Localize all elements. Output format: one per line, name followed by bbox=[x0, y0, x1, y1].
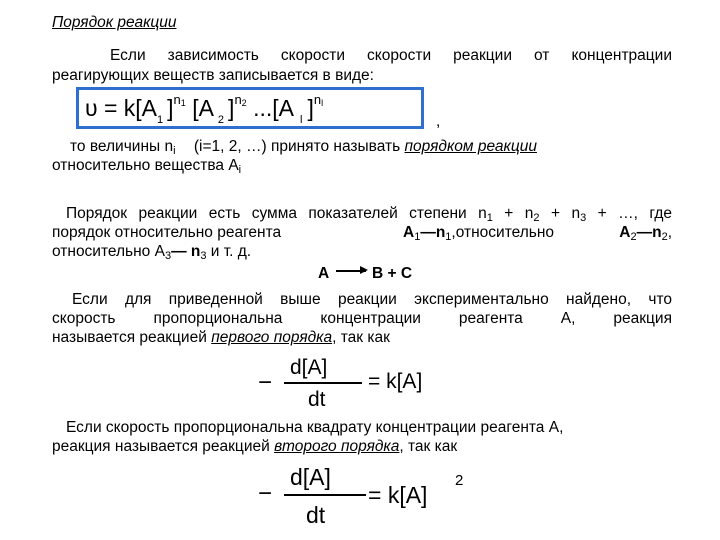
rate-bracket-2: ] bbox=[228, 95, 235, 121]
rate-exp-n2: n bbox=[234, 92, 242, 107]
rate-exp-n1-sub: 1 bbox=[180, 98, 186, 108]
sum-n3: — n bbox=[171, 243, 201, 260]
order-def-text-3: относительно вещества A bbox=[52, 157, 239, 174]
sum-a1-sub: 1 bbox=[414, 231, 421, 243]
rate-eq-part: = k[A bbox=[103, 95, 158, 121]
sum-def-comma: , bbox=[667, 224, 672, 241]
rate-a2: [A bbox=[192, 95, 214, 121]
reaction-reactant: A bbox=[318, 265, 330, 282]
second-order-line-1: Если скорость пропорциональна квадрату концентрации реагента A, bbox=[66, 419, 564, 436]
second-order-text: реакция называется реакцией bbox=[52, 438, 270, 455]
sum-a1: A bbox=[403, 224, 415, 241]
sum-a3-sub: 3 bbox=[164, 250, 172, 262]
sum-n3-sub: 3 bbox=[200, 250, 207, 262]
rate-equation-box bbox=[76, 87, 424, 129]
sum-def-text-3: порядок относительно реагента bbox=[52, 224, 282, 241]
first-order-line-2: скорость пропорциональна концентрации реагента A, реакция bbox=[52, 310, 672, 327]
sum-plus-2: + n bbox=[539, 205, 581, 222]
sum-n1: —n bbox=[420, 224, 446, 241]
sum-def-text-4: ,относительно bbox=[451, 224, 555, 241]
rate-exp-n2-sub: 2 bbox=[241, 98, 247, 108]
rate-equation bbox=[79, 90, 421, 126]
rate-comma: , bbox=[436, 113, 441, 130]
rate-index-2: 2 bbox=[217, 114, 225, 126]
sum-def-line-1 bbox=[66, 204, 672, 223]
rate-index-l: l bbox=[299, 114, 303, 126]
reaction-products: B + C bbox=[372, 265, 413, 282]
eq1-denominator: dt bbox=[308, 388, 326, 411]
reaction-arrow-icon bbox=[336, 270, 366, 272]
rate-index-1: 1 bbox=[157, 114, 164, 126]
eq2-minus: − bbox=[258, 480, 273, 507]
rate-symbol: υ bbox=[85, 95, 98, 121]
term-second-order: второго порядка bbox=[274, 438, 400, 455]
rate-exp-nl: n bbox=[313, 92, 322, 107]
order-def-line-1 bbox=[70, 137, 668, 156]
second-order-equation bbox=[258, 462, 478, 532]
eq1-rhs: = k[A] bbox=[368, 370, 423, 393]
second-order-line-2 bbox=[52, 437, 457, 456]
sum-sub-3: 3 bbox=[580, 212, 587, 224]
sum-sub-1: 1 bbox=[486, 212, 493, 224]
first-order-text: называется реакцией bbox=[52, 329, 207, 346]
first-order-line-1: Если для приведенной выше реакции экспериментально найдено, что bbox=[72, 291, 672, 308]
sum-def-text-1: Порядок реакции есть сумма показателей степени n bbox=[66, 205, 487, 222]
order-def-line-2 bbox=[52, 156, 241, 175]
sum-def-text-2: + …, где bbox=[586, 205, 672, 222]
term-first-order: первого порядка bbox=[211, 329, 333, 346]
rate-exp-nl-sub: l bbox=[321, 98, 324, 108]
eq2-denominator: dt bbox=[306, 502, 326, 528]
first-order-text-end: , так как bbox=[332, 329, 390, 346]
eq1-minus: − bbox=[258, 369, 273, 396]
eq2-fraction-bar bbox=[284, 494, 366, 496]
second-order-text-end: , так как bbox=[399, 438, 458, 455]
rate-bracket-1: ] bbox=[167, 95, 174, 121]
page-title: Порядок реакции bbox=[52, 14, 177, 31]
eq2-rhs: = k[A] bbox=[368, 482, 428, 508]
sum-def-line-2 bbox=[52, 223, 672, 242]
eq2-exponent: 2 bbox=[455, 472, 464, 489]
first-order-equation bbox=[258, 356, 458, 412]
first-order-line-3 bbox=[52, 328, 390, 347]
sum-n1-sub: 1 bbox=[445, 231, 452, 243]
rate-dots: ...[A bbox=[253, 95, 294, 121]
sum-def-line-3 bbox=[52, 242, 251, 261]
sum-a2: A bbox=[619, 224, 631, 241]
order-def-text-1: то величины n bbox=[70, 138, 174, 155]
intro-line-1: Если зависимость скорости скорости реакции от концентрации bbox=[110, 47, 672, 64]
sum-plus-1: + n bbox=[492, 205, 534, 222]
sum-def-text-5: относительно A bbox=[52, 243, 165, 260]
sum-n2-sub: 2 bbox=[661, 231, 668, 243]
term-reaction-order: порядком реакции bbox=[404, 138, 537, 155]
eq2-numerator: d[A] bbox=[290, 464, 331, 490]
rate-bracket-end: ] bbox=[307, 95, 314, 121]
rate-exp-n1: n bbox=[173, 92, 181, 107]
order-def-sub-ai: i bbox=[238, 164, 242, 176]
order-def-sub-i: i bbox=[173, 145, 176, 157]
sum-n2: —n bbox=[636, 224, 662, 241]
eq1-fraction-bar bbox=[284, 382, 362, 384]
eq1-numerator: d[A] bbox=[290, 356, 328, 379]
sum-def-text-6: и т. д. bbox=[206, 243, 252, 260]
sum-a2-sub: 2 bbox=[630, 231, 637, 243]
order-def-text-2: (i=1, 2, …) принято называть bbox=[193, 138, 401, 155]
intro-line-2: реагирующих веществ записывается в виде: bbox=[52, 67, 374, 84]
sum-sub-2: 2 bbox=[533, 212, 540, 224]
